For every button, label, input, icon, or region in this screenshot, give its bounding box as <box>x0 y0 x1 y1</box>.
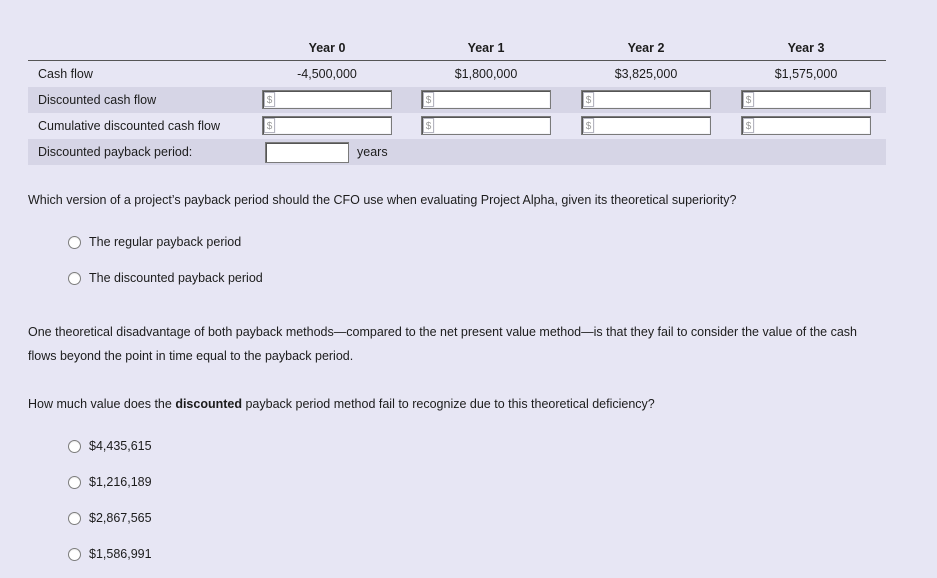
cash-flow-year-1: $1,800,000 <box>454 67 518 81</box>
question-1-text: Which version of a project’s payback period should the CFO use when evaluating Project Alpha, given its theoretical superiority? <box>28 193 737 207</box>
cumulative-cf-year-3-input[interactable] <box>755 118 869 133</box>
q2-suffix: payback period method fail to recognize due to this theoretical deficiency? <box>241 397 655 411</box>
cumulative-cf-year-3-field[interactable] <box>741 116 871 135</box>
cumulative-discounted-cash-flow-row <box>28 113 886 139</box>
year-3-header: Year 3 <box>787 41 825 55</box>
radio-button[interactable] <box>68 236 81 249</box>
table-header-row <box>28 36 886 61</box>
row-label: Discounted cash flow <box>38 93 157 107</box>
radio-button[interactable] <box>68 548 81 561</box>
dollar-sign: $ <box>423 118 434 133</box>
discounted-cash-flow-row <box>28 87 886 113</box>
option-label: $1,586,991 <box>89 547 152 561</box>
dollar-sign: $ <box>423 92 434 107</box>
dollar-sign: $ <box>264 118 275 133</box>
discounted-cf-year-3-input[interactable] <box>755 92 869 107</box>
discounted-cf-year-1-input[interactable] <box>435 92 549 107</box>
dollar-sign: $ <box>264 92 275 107</box>
option-label: The regular payback period <box>89 235 242 249</box>
discounted-payback-row <box>28 139 886 165</box>
q2-option-4[interactable] <box>68 546 152 562</box>
q2-option-1[interactable] <box>68 438 152 454</box>
option-label: $1,216,189 <box>89 475 152 489</box>
paragraph-line-2: flows beyond the point in time equal to the payback period. <box>28 349 354 363</box>
q2-option-2[interactable] <box>68 474 152 490</box>
q1-option-regular[interactable] <box>68 234 241 250</box>
cumulative-cf-year-1-input[interactable] <box>435 118 549 133</box>
cash-flow-year-2: $3,825,000 <box>614 67 678 81</box>
year-1-header: Year 1 <box>467 41 505 55</box>
paragraph-line-1: One theoretical disadvantage of both payback methods—compared to the net present value method—is that they fail to consider the value of the cash <box>28 325 857 339</box>
row-label: Cash flow <box>38 67 93 81</box>
q2-bold-word: discounted <box>175 397 242 411</box>
dollar-sign: $ <box>743 118 754 133</box>
dollar-sign: $ <box>583 92 594 107</box>
dollar-sign: $ <box>583 118 594 133</box>
cash-flow-year-3: $1,575,000 <box>774 67 838 81</box>
q2-prefix: How much value does the <box>28 397 176 411</box>
discounted-cf-year-0-input[interactable] <box>276 92 390 107</box>
radio-button[interactable] <box>68 272 81 285</box>
cumulative-cf-year-2-input[interactable] <box>595 118 709 133</box>
cash-flow-row <box>28 61 886 87</box>
year-2-header: Year 2 <box>627 41 665 55</box>
option-label: $4,435,615 <box>89 439 152 453</box>
year-0-header: Year 0 <box>308 41 346 55</box>
option-label: $2,867,565 <box>89 511 152 525</box>
cumulative-cf-year-1-field[interactable] <box>421 116 551 135</box>
cumulative-cf-year-0-field[interactable] <box>262 116 392 135</box>
option-label: The discounted payback period <box>89 271 263 285</box>
discounted-cf-year-1-field[interactable] <box>421 90 551 109</box>
discounted-cf-year-3-field[interactable] <box>741 90 871 109</box>
q2-option-3[interactable] <box>68 510 152 526</box>
radio-button[interactable] <box>68 476 81 489</box>
payback-unit: years <box>357 145 388 159</box>
cash-flow-year-0: -4,500,000 <box>297 67 357 81</box>
cumulative-cf-year-2-field[interactable] <box>581 116 711 135</box>
discounted-cf-year-2-input[interactable] <box>595 92 709 107</box>
payback-period-input[interactable] <box>265 142 349 163</box>
dollar-sign: $ <box>743 92 754 107</box>
row-label: Cumulative discounted cash flow <box>38 119 221 133</box>
discounted-cf-year-2-field[interactable] <box>581 90 711 109</box>
question-2-text <box>28 392 933 416</box>
row-label: Discounted payback period: <box>38 145 193 159</box>
radio-button[interactable] <box>68 440 81 453</box>
discounted-cf-year-0-field[interactable] <box>262 90 392 109</box>
q1-option-discounted[interactable] <box>68 270 263 286</box>
cumulative-cf-year-0-input[interactable] <box>276 118 390 133</box>
radio-button[interactable] <box>68 512 81 525</box>
